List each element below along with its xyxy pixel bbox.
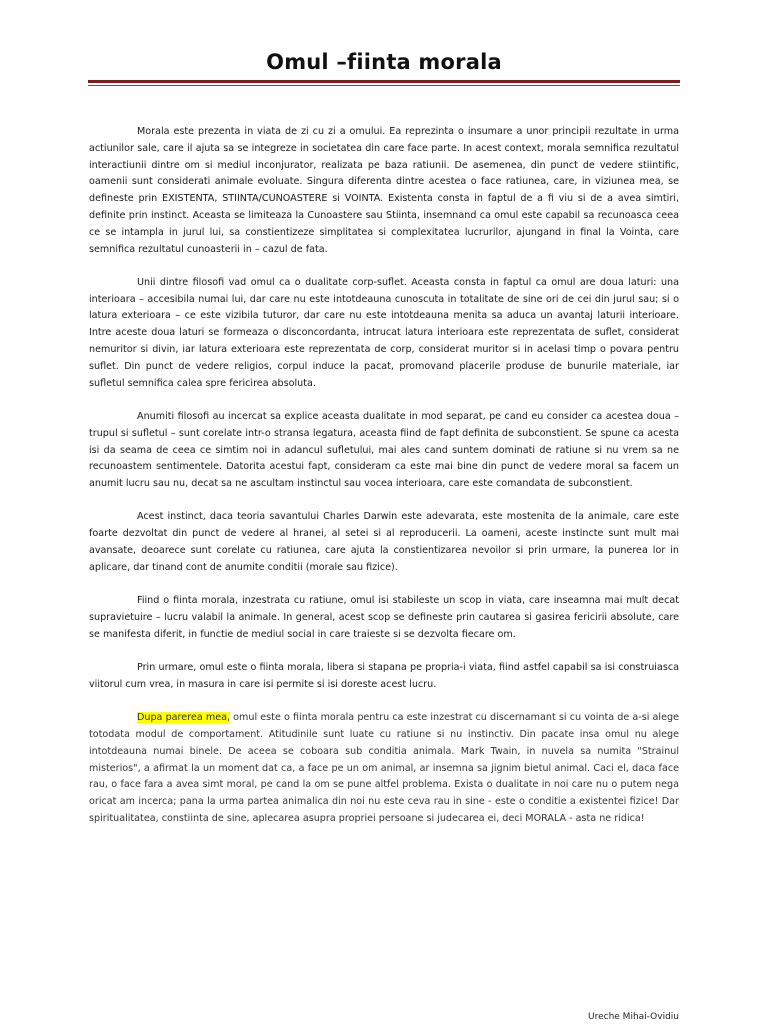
paragraph-5: Fiind o fiinta morala, inzestrata cu ratiune, omul isi stabileste un scop in viata, care inseamna mai mult decat supravietuire – lucru valabil la animale. In general, acest scop se defineste prin cautarea si gasirea fericirii absolute, care se manifesta diferit, in functie de mediul social in care traieste si se dezvolta fiecare om. (89, 595, 679, 640)
paragraph-2: Unii dintre filosofi vad omul ca o dualitate corp-suflet. Aceasta consta in faptul ca omul are doua laturi: una interioara – accesibila numai lui, dar care nu este intotdeauna cunoscuta in totalitate de sine ori de cei din jurul sau; si o latura exterioara – ce este vizibila tuturor, dar care nu este intotdeauna menita sa aduca un avantaj laturii interioare. Intre aceste doua laturi se formeaza o disconcordanta, intrucat latura interioara este reprezentata de suflet, considerat nemuritor si divin, iar latura exterioara este reprezentata de corp, considerat muritor si in acelasi timp o povara pentru suflet. Din punct de vedere religios, corpul induce la pacat, promovand placerile produse de bunurile materiale, iar sufletul semnifica calea spre fericirea absoluta. (89, 276, 679, 389)
paragraph-6: Prin urmare, omul este o fiinta morala, libera si stapana pe propria-i viata, fiind astfel capabil sa isi construiasca viitorul cum vrea, in masura in care isi permite si isi doreste acest lucru. (89, 662, 679, 690)
paragraph-1: Morala este prezenta in viata de zi cu zi a omului. Ea reprezinta o insumare a unor principii rezultate in urma actiunilor sale, care il ajuta sa se integreze in societatea din care face parte. In acest context, morala semnifica rezultatul interactiunii dintre om si mediul inconjurator, realizata pe baza ratiunii. De asemenea, din punct de vedere stiintific, oamenii sunt considerati animale evoluate. Singura diferenta dintre acestea o face ratiunea, care, in viziunea mea, se defineste prin EXISTENTA, STIINTA/CUNOASTERE si VOINTA. Existenta consta in faptul de a fi viu si de a avea simtiri, definite prin instinct. Aceasta se limiteaza la Cunoastere sau Stiinta, insemnand ca omul este capabil sa recunoasca ceea ce se intampla in jurul lui, sa constientizeze simplitatea si complexitatea lucrurilor, ajungand in final la Vointa, care semnifica rezultatul cunoasterii in – cazul de fata. (89, 126, 679, 255)
title-rule-thin (88, 85, 680, 86)
author-name: Ureche Mihai-Ovidiu (588, 1012, 679, 1022)
paragraph-7 (89, 710, 679, 828)
paragraph-7-rest: pentru ca este inzestrat cu discernamant si cu vointa de a-si alege totodata modul de comportament. Atitudinile sunt luate cu ratiune si nu instinctiv. Din pacate insa omul nu alege intotdeauna numai binele. De aceea se coboara sub conditia animala. Mark Twain, in nuvela sa numita "Strainul misterios", a afirmat la un moment dat ca, a face pe un om animal, ar insemna sa jignim bietul animal. Caci el, daca face rau, o face fara a avea simt moral, pe cand la om se pune altfel problema. Exista o dualitate in noi care nu o putem nega oricat am incerca; pana la urma partea animalica din noi nu este ceva rau in sine - este o conditie a existentei fizice! Dar spiritualitatea, constiinta de sine, aplecarea asupra propriei persoane si judecarea ei, deci MORALA - asta ne ridica! (89, 712, 679, 824)
document-body (89, 124, 679, 844)
document-title: Omul –fiinta morala (266, 50, 502, 74)
paragraph-3: Anumiti filosofi au incercat sa explice aceasta dualitate in mod separat, pe cand eu consider ca acestea doua – trupul si sufletul – sunt corelate intr-o stransa legatura, aceasta fiind de fapt definita de subconstient. Se spune ca acesta isi da seama de ceea ce simtim noi in adancul sufletului, mai ales cand suntem dominati de ratiune si nu vrem sa ne recunoastem sentimentele. Datorita acestui fapt, consideram ca este mai bine din punct de vedere moral sa facem un anumit lucru sau nu, decat sa ne ascultam instinctul sau vocea interioara, care este comandata de subconstient. (89, 410, 679, 490)
title-rule-thick (88, 80, 680, 83)
paragraph-7-lead: omul este o fiinta morala (230, 712, 355, 724)
paragraph-4: Acest instinct, daca teoria savantului Charles Darwin este adevarata, este mostenita de la animale, care este foarte dezvoltat din punct de vedere al hranei, al setei si al reproducerii. La oameni, aceste instincte sunt mult mai avansate, deoarece sunt corelate cu ratiunea, care ajuta la constientizarea nevoilor si prin urmare, la punerea lor in aplicare, dar tinand cont de anumite conditii (morale sau fizice). (89, 511, 679, 573)
highlighted-phrase: Dupa parerea mea, (137, 712, 231, 724)
